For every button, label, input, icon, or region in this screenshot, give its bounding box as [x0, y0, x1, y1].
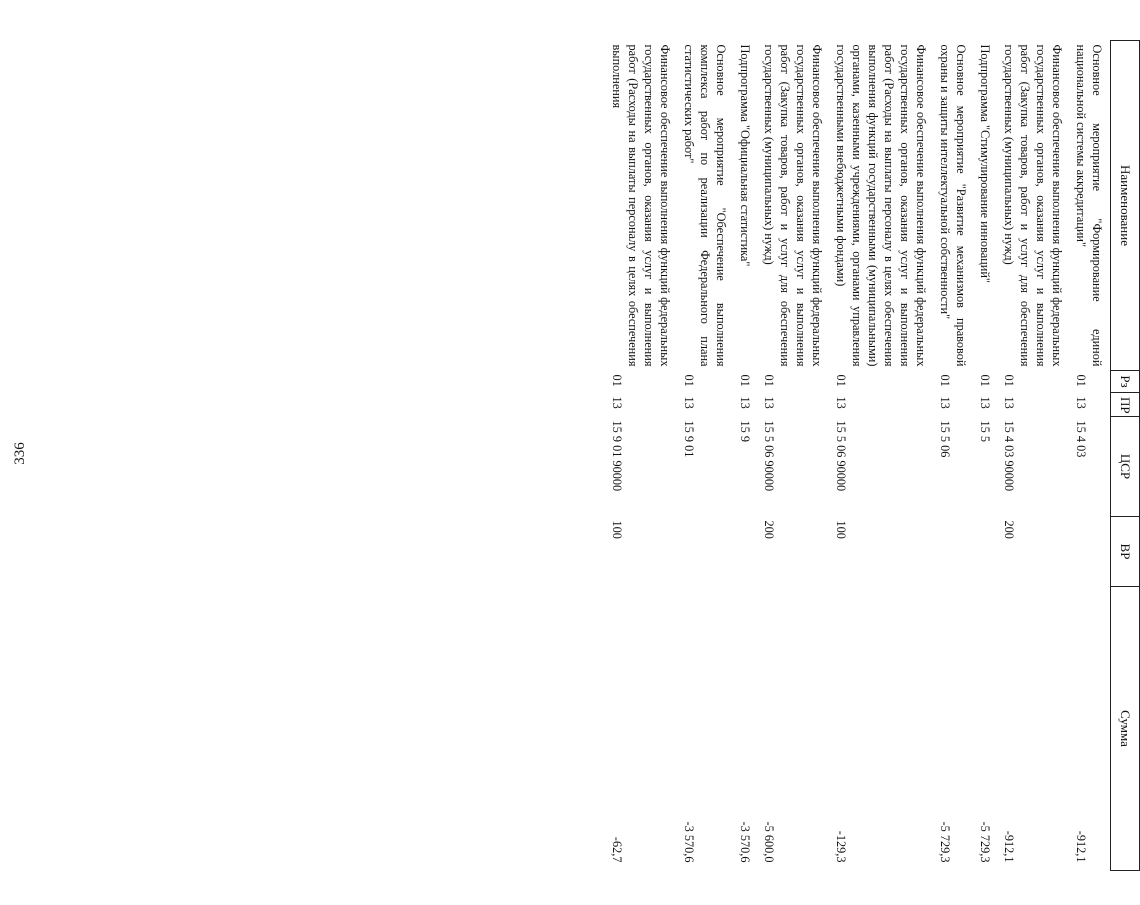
- row-csr: 15 9: [738, 420, 752, 443]
- row-pr: 13: [978, 396, 992, 409]
- row-pr: 13: [610, 396, 624, 409]
- row-vr: [734, 517, 758, 587]
- row-vr: 100: [834, 520, 848, 539]
- row-sum: -912,1: [1002, 830, 1016, 863]
- table-wrapper: [610, 40, 1140, 870]
- table-row: [678, 41, 734, 871]
- table-row: [758, 41, 830, 871]
- row-csr: 15 5 06 90000: [834, 420, 848, 492]
- row-csr: 15 5 06 90000: [762, 420, 776, 492]
- row-sum: -912,1: [1074, 830, 1088, 863]
- row-sum: -5 600,0: [762, 821, 776, 863]
- row-pr: 13: [1002, 396, 1016, 409]
- header-csr: ЦСР: [1111, 417, 1140, 517]
- row-rz: 01: [762, 374, 776, 387]
- row-csr: 15 9 01: [682, 420, 696, 458]
- row-rz: 01: [738, 374, 752, 387]
- row-pr: 13: [938, 396, 952, 409]
- table-row: [974, 41, 998, 871]
- row-vr: [934, 517, 974, 587]
- row-csr: 15 4 03 90000: [1002, 420, 1016, 492]
- row-name: Основное мероприятие "Обеспечение выполнения комплекса работ по реализации Федерального плана статистических работ": [682, 44, 728, 367]
- row-csr: 15 5 06: [938, 420, 952, 458]
- row-vr: [974, 517, 998, 587]
- table-row: [998, 41, 1070, 871]
- row-rz: 01: [834, 374, 848, 387]
- row-name: Основное мероприятие "Развитие механизмов правовой охраны и защиты интеллектуальной собственности": [938, 44, 968, 367]
- row-name: Финансовое обеспечение выполнения функций федеральных государственных органов, оказания услуг и выполнения работ (Закупка товаров, работ и услуг для обеспечения государственных (муниципальных) нужд): [762, 44, 824, 367]
- header-name: Наименование: [1111, 41, 1140, 371]
- table-header-row: [1111, 41, 1140, 871]
- row-sum: -3 570,6: [738, 821, 752, 863]
- header-vr: ВР: [1111, 517, 1140, 587]
- row-name: Финансовое обеспечение выполнения функций федеральных государственных органов, оказания услуг и выполнения работ (Закупка товаров, работ и услуг для обеспечения государственных (муниципальных) нужд): [1002, 44, 1064, 367]
- table-row: [934, 41, 974, 871]
- row-csr: 15 4 03: [1074, 420, 1088, 458]
- row-name: Финансовое обеспечение выполнения функций федеральных государственных органов, оказания услуг и выполнения работ (Расходы на выплаты персоналу в целях обеспечения выполнения функций государственными (муниципальными) органами, казенными учреждениями, органами управления государственными внебюджетными фондами): [834, 44, 928, 367]
- table-row: [734, 41, 758, 871]
- header-sum: Сумма: [1111, 587, 1140, 871]
- row-name: Финансовое обеспечение выполнения функций федеральных государственных органов, оказания услуг и выполнения работ (Расходы на выплаты персоналу в целях обеспечения выполнения: [610, 44, 672, 367]
- header-pr: ПР: [1111, 393, 1140, 417]
- row-vr: [678, 517, 734, 587]
- row-pr: 13: [762, 396, 776, 409]
- row-name: Подпрограмма "Официальная статистика": [738, 44, 752, 267]
- row-pr: 13: [738, 396, 752, 409]
- row-vr: [1070, 517, 1111, 587]
- row-name: Подпрограмма "Стимулирование инноваций": [978, 44, 992, 283]
- row-sum: -62,7: [610, 836, 624, 863]
- row-pr: 13: [834, 396, 848, 409]
- row-rz: 01: [610, 374, 624, 387]
- row-name: Основное мероприятие "Формирование единой национальной системы аккредитации": [1074, 44, 1104, 367]
- table-row: [830, 41, 934, 871]
- row-vr: 100: [610, 520, 624, 539]
- row-rz: 01: [978, 374, 992, 387]
- page-number-container: [0, 428, 40, 478]
- table-row: [606, 41, 678, 871]
- row-csr: 15 9 01 90000: [610, 420, 624, 492]
- row-sum: -129,3: [834, 830, 848, 863]
- row-pr: 13: [682, 396, 696, 409]
- row-rz: 01: [1074, 374, 1088, 387]
- header-rz: Рз: [1111, 371, 1140, 393]
- row-pr: 13: [1074, 396, 1088, 409]
- page-number: 336: [11, 441, 28, 465]
- row-rz: 01: [682, 374, 696, 387]
- budget-table: [606, 40, 1140, 871]
- row-sum: -5 729,3: [978, 821, 992, 863]
- rotated-table-area: [610, 40, 1140, 870]
- row-sum: -5 729,3: [938, 821, 952, 863]
- table-row: [1070, 41, 1111, 871]
- row-csr: 15 5: [978, 420, 992, 443]
- row-sum: -3 570,6: [682, 821, 696, 863]
- row-vr: 200: [762, 520, 776, 539]
- row-rz: 01: [938, 374, 952, 387]
- row-vr: 200: [1002, 520, 1016, 539]
- row-rz: 01: [1002, 374, 1016, 387]
